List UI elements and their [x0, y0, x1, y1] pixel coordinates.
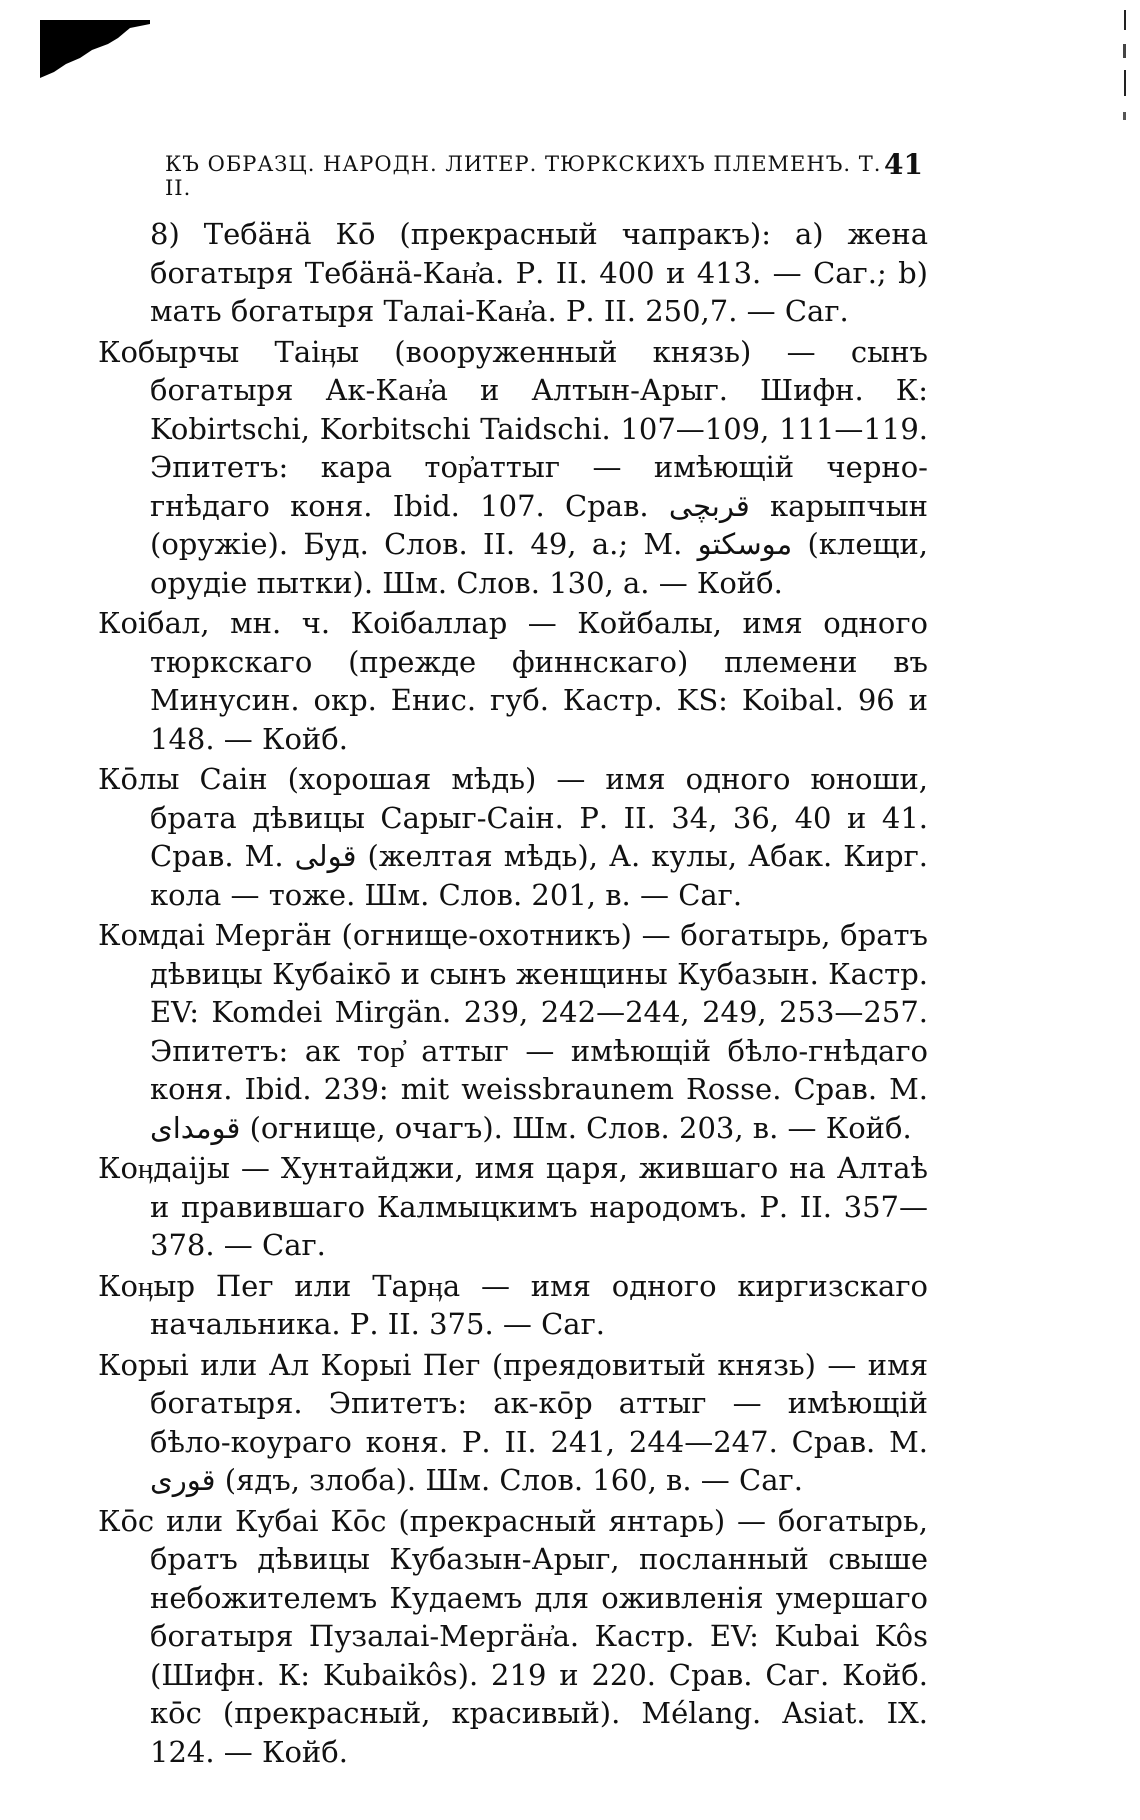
dictionary-entry-komdai-mergan: Комдаі Мергäн (огнище-охотникъ) — богатырь, братъ дѣвицы Кубаікō и сынъ женщины Кубазын. Кастр. EV: Komdei Mirgän. 239, 242—244, 249, 253—257. Эпитетъ: ак тор҆ аттыг — имѣющій бѣло-гнѣдаго коня. Ibid. 239: mit weissbraunem Rosse. Срав. М. قومدای (огнище, очагъ). Шм. Слов. 203, в. — Койб. — [98, 918, 928, 1145]
dictionary-entry-koly-sain: Кōлы Саін (хорошая мѣдь) — имя одного юноши, брата дѣвицы Сарыг-Саін. Р. II. 34, 36, 40 и 41. Срав. М. قولی (желтая мѣдь), А. кулы, Абак. Кирг. кола — тоже. Шм. Слов. 201, в. — Саг. — [98, 762, 928, 912]
dictionary-entry-koŋdaijy: Коӊдаіјы — Хунтайджи, имя царя, жившаго на Алтаѣ и правившаго Калмыцкимъ народомъ. Р. II. 357—378. — Саг. — [98, 1151, 928, 1262]
dictionary-entry-koŋyr-peg: Коӊыр Пег или Тарӊа — имя одного киргизскаго начальника. Р. II. 375. — Саг. — [98, 1268, 928, 1341]
scan-corner-mark — [40, 20, 150, 90]
dictionary-entry-kobyrchy-taiŋy: Кобырчы Таіӊы (вооруженный князь) — сынъ богатыря Ак-Кан҆а и Алтын-Арыг. Шифн. К: Kobirtschi, Korbitschi Taidschi. 107—109, 111—119. Эпитетъ: кара тор҆аттыг — имѣющій черно-гнѣдаго коня. Ibid. 107. Срав. قربچى карыпчын (оружіе). Буд. Слов. II. 49, а.; М. موسکتو (клещи, орудіе пытки). Шм. Слов. 130, а. — Койб. — [98, 334, 928, 600]
page-number: 41 — [884, 148, 923, 181]
dictionary-entry-koryi: Корыі или Ал Корыі Пег (преядовитый князь) — имя богатыря. Эпитетъ: ак-кōр аттыг — имѣющій бѣло-коураго коня. Р. II. 241, 244—247. Срав. М. قوری (ядъ, злоба). Шм. Слов. 160, в. — Саг. — [98, 1347, 928, 1497]
running-head-title: КЪ ОБРАЗЦ. НАРОДН. ЛИТЕР. ТЮРКСКИХЪ ПЛЕМЕНЪ. Т. II. — [165, 152, 882, 200]
dictionary-entry-koibal: Коібал, мн. ч. Коібаллар — Койбалы, имя одного тюркскаго (прежде финнскаго) племени въ Минусин. окр. Енис. губ. Кастр. KS: Koibal. 96 и 148. — Койб. — [98, 606, 928, 756]
dictionary-entry-kos: Кōс или Кубаі Кōс (прекрасный янтарь) — богатырь, братъ дѣвицы Кубазын-Арыг, посланный свыше небожителемъ Кудаемъ для оживленія умершаго богатыря Пузалаі-Мергäн҆а. Кастр. EV: Kubai Kôs (Шифн. К: Kubaikôs). 219 и 220. Срав. Саг. Койб. кōс (прекрасный, красивый). Mélang. Asiat. IX. 124. — Койб. — [98, 1503, 928, 1769]
scan-edge-mark — [1122, 10, 1128, 160]
dictionary-entry-list — [98, 215, 928, 1773]
dictionary-entry-tebana-ko: 8) Тебäнä Кō (прекрасный чапракъ): а) жена богатыря Тебäнä-Кан҆а. Р. II. 400 и 413. — Саг.; b) мать богатыря Талаі-Кан҆а. Р. II. 250,7. — Саг. — [150, 217, 928, 328]
